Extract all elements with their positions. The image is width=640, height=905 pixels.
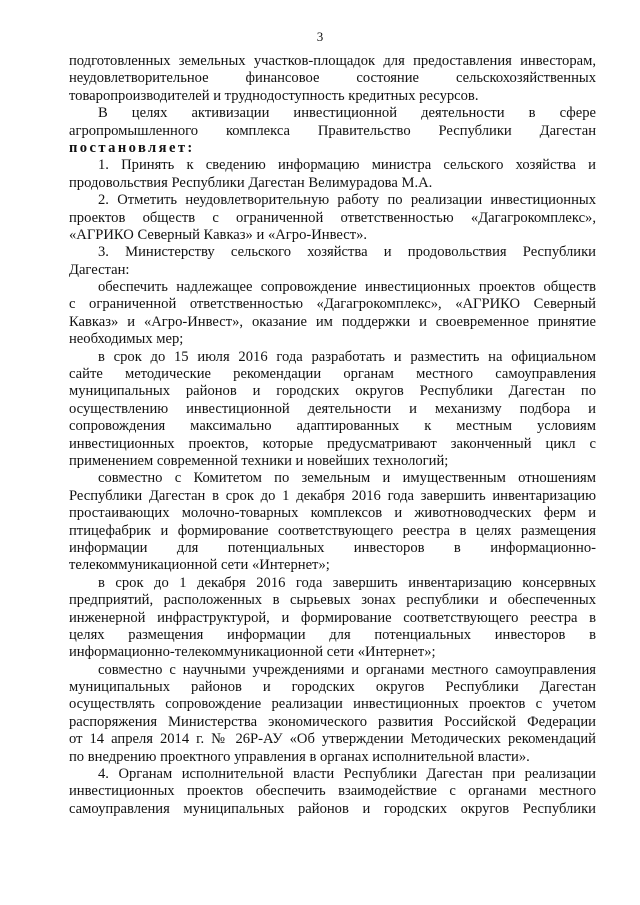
- text-line: проектов обществ с ограниченной ответственностью «Дагагрокомплекс»,: [69, 209, 596, 226]
- page-number: 3: [316, 29, 324, 44]
- text-line: сопровождения максимально адаптированных к местным условиям: [69, 418, 596, 435]
- text-line: от 14 апреля 2014 г. № 26Р-АУ «Об утверждении Методических рекомендаций: [69, 731, 596, 748]
- text-line: самоуправления муниципальных районов и городских округов Республики: [69, 800, 596, 817]
- text-line: информационно-телекоммуникационной сети «Интернет»;: [69, 644, 436, 661]
- text-line: обеспечить надлежащее сопровождение инвестиционных проектов обществ: [98, 279, 596, 296]
- text-line: телекоммуникационной сети «Интернет»;: [69, 557, 330, 574]
- text-line: по внедрению проектного управления в органах исполнительной власти».: [69, 748, 530, 765]
- text-line: целях размещения информации для потенциальных инвесторов в: [69, 626, 596, 643]
- document-body: [69, 53, 596, 818]
- text-line: 3. Министерству сельского хозяйства и продовольствия Республики: [98, 244, 596, 261]
- text-line: осуществлять сопровождение реализации инвестиционных проектов с учетом: [69, 696, 596, 713]
- text-line: инженерной инфраструктурой, и формирование соответствующего реестра в: [69, 609, 596, 626]
- text-line: 4. Органам исполнительной власти Республики Дагестан при реализации: [98, 766, 596, 783]
- text-line: продовольствия Республики Дагестан Велимурадова М.А.: [69, 174, 433, 191]
- text-line: необходимых мер;: [69, 331, 184, 348]
- text-line: агропромышленного комплекса Правительство Республики Дагестан: [69, 122, 596, 139]
- text-line: Республики Дагестан в срок до 1 декабря 2016 года завершить инвентаризацию: [69, 487, 596, 504]
- text-line: сайте методические рекомендации органам местного самоуправления: [69, 366, 596, 383]
- text-line: муниципальных районов и городских округов Республики Дагестан: [69, 679, 596, 696]
- text-line: инвестиционных проектов, которые предусматривают законченный цикл с: [69, 435, 596, 452]
- text-line: информации для потенциальных инвесторов в информационно-: [69, 539, 596, 556]
- text-line: товаропроизводителей и труднодоступность кредитных ресурсов.: [69, 87, 479, 104]
- text-line: Дагестан:: [69, 261, 130, 278]
- text-line: предприятий, расположенных в сырьевых зонах республики и обеспеченных: [69, 592, 596, 609]
- text-line: с ограниченной ответственностью «Дагагрокомплекс», «АГРИКО Северный: [69, 296, 596, 313]
- text-line: В целях активизации инвестиционной деятельности в сфере: [98, 105, 596, 122]
- text-line: распоряжения Министерства экономического развития Российской Федерации: [69, 713, 596, 730]
- text-line: подготовленных земельных участков-площадок для предоставления инвесторам,: [69, 53, 596, 69]
- text-line: совместно с Комитетом по земельным и имущественным отношениям: [98, 470, 596, 487]
- text-line: совместно с научными учреждениями и органами местного самоуправления: [98, 661, 596, 678]
- text-line: простаивающих молочно-товарных комплексов и животноводческих ферм и: [69, 505, 596, 522]
- text-line: 1. Принять к сведению информацию министра сельского хозяйства и: [98, 157, 596, 174]
- text-line: 2. Отметить неудовлетворительную работу по реализации инвестиционных: [98, 192, 596, 209]
- text-line: «АГРИКО Северный Кавказ» и «Агро-Инвест».: [69, 226, 368, 243]
- text-line: в срок до 15 июля 2016 года разработать и разместить на официальном: [98, 348, 596, 365]
- text-line: осуществлению инвестиционной деятельности и механизму подбора и: [69, 400, 596, 417]
- text-line: Кавказ» и «Агро-Инвест», оказание им поддержки и своевременное принятие: [69, 313, 596, 330]
- text-line: муниципальных районов и городских округов Республики Дагестан по: [69, 383, 596, 400]
- text-line: применением современной техники и новейших технологий;: [69, 452, 449, 469]
- text-line: неудовлетворительное финансовое состояние сельскохозяйственных: [69, 70, 596, 87]
- text-line: птицефабрик и формирование соответствующего реестра в целях размещения: [69, 522, 596, 539]
- text-line: инвестиционных проектов обеспечить взаимодействие с органами местного: [69, 783, 596, 800]
- text-line: в срок до 1 декабря 2016 года завершить инвентаризацию консервных: [98, 574, 596, 591]
- resolution-keyword: постановляет:: [69, 139, 195, 156]
